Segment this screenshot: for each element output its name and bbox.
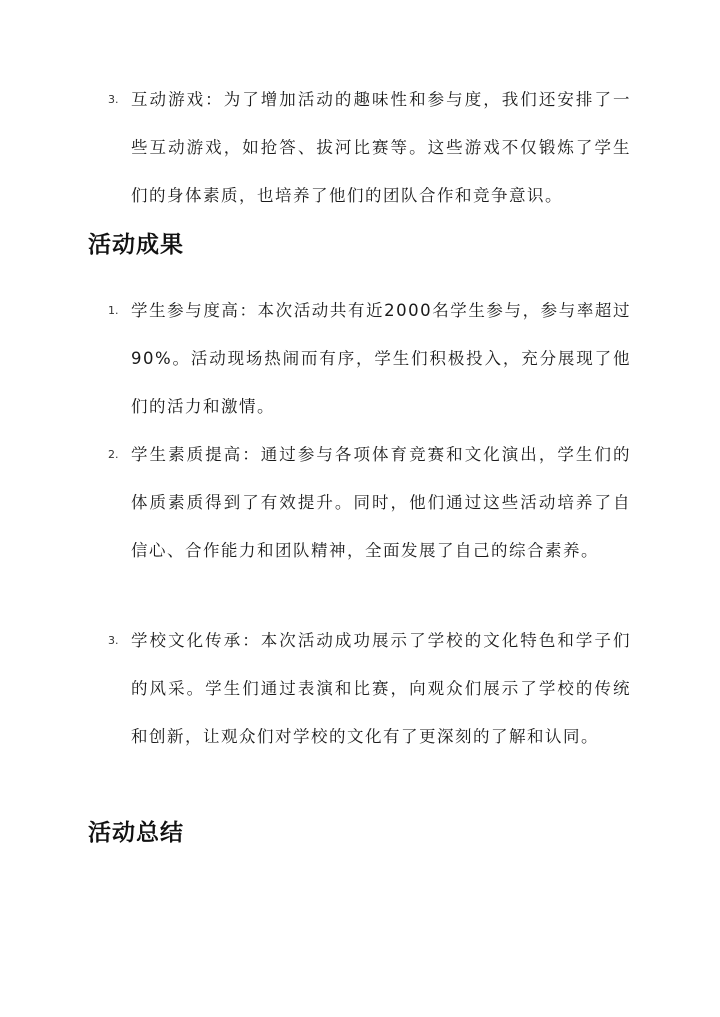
list-text: 学生素质提高：通过参与各项体育竞赛和文化演出，学生们的体质素质得到了有效提升。同时，他们通过这些活动培养了自信心、合作能力和团队精神，全面发展了自己的综合素养。 xyxy=(131,445,631,560)
list-number: 3. xyxy=(108,634,119,647)
section-heading-results: 活动成果 xyxy=(88,231,184,258)
list-text: 学校文化传承：本次活动成功展示了学校的文化特色和学子们的风采。学生们通过表演和比赛，向观众们展示了学校的传统和创新，让观众们对学校的文化有了更深刻的了解和认同。 xyxy=(131,631,631,746)
list-number: 2. xyxy=(108,448,119,461)
list-text: 学生参与度高：本次活动共有近2000名学生参与，参与率超过90%。活动现场热闹而有序，学生们积极投入，充分展现了他们的活力和激情。 xyxy=(131,301,631,416)
list-item xyxy=(108,617,638,761)
section-heading-summary: 活动总结 xyxy=(88,819,184,846)
list-number: 1. xyxy=(108,304,119,317)
list-item xyxy=(108,431,638,575)
list-item xyxy=(108,76,638,220)
list-item xyxy=(108,287,638,431)
list-number: 3. xyxy=(108,93,119,106)
list-text: 互动游戏：为了增加活动的趣味性和参与度，我们还安排了一些互动游戏，如抢答、拔河比赛等。这些游戏不仅锻炼了学生们的身体素质，也培养了他们的团队合作和竞争意识。 xyxy=(131,90,631,205)
